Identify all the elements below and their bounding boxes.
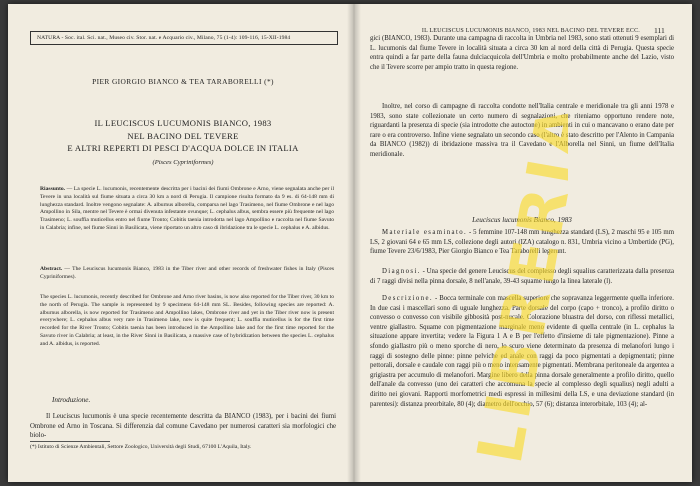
left-page [28, 4, 342, 482]
title-line-1: IL LEUCISCUS LUCUMONIS BIANCO, 1983 [94, 118, 272, 128]
riassunto-text: — La specie L. lucumonis, recentemente descritta per i bacini dei fiumi Ombrone e Arno, viene segnalata anche per il Tevere in una località sul fiume situata a circa 30 km a nord di Perugia. Il campione risulta formato da 9 es. di 64-148 mm di lunghezza standard. Inoltre vengono segnalate: A. alburnus alborella, comparsa nel lago Trasimeno, nel fiume Ombrone e nel lago Ampollino in Sila, mentre nel Tevere è ormai divenuta infestante ovunque; L. cephalus albus, sembra essere più frequente nel lago Trasimeno; L. souffia muticellus entro nel fiume Tronto; Cobitis taenia introdotta nel lago Ampollino e raccolta nel fiume Savuto in Calabria; infine, nel fiume Sinni in Basilicata, viene riportato un altro caso di ibridazione tra le specie L. cephalus e A. albidus. [40, 186, 334, 231]
riassunto-label: Riassunto. [40, 186, 66, 192]
watermark-text: LIBRERIA [462, 94, 568, 469]
descrizione-label: Descrizione. [382, 295, 433, 302]
right-paragraph-2: Inoltre, nel corso di campagne di raccolta condotte nell'Italia centrale e meridionale tra gli anni 1978 e 1983, sono state collezionate un certo numero di segnalazioni, che riteniamo opportuno rendere note, riguardanti la presenza di specie (sia introdotte che autoctone) in ambienti in cui o mancavano o erano date per rare o era controverso. Infine viene segnalato un secondo caso (l'altro è stato descritto per l'Alento in Campania da BIANCO (1982)) di ibridazione massiva tra il Cavedano e l'Alborella nel Sinni, un fiume dell'Italia meridionale. [370, 103, 674, 158]
materiale-text: - 5 femmine 107-148 mm lunghezza standard (LS), 2 maschi 95 e 105 mm LS, 2 giovani 64 e 65 mm LS, collezione degli autori (IZA) catalogo n. 831, Umbria vicino a Umbertide (PG), fiume Tevere 23/6/1983, Pier Giorgio Bianco e Tea Taraborelli legerunt. [370, 229, 674, 256]
paper-subtitle: (Pisces Cypriniformes) [152, 159, 214, 166]
abstract-paragraph [40, 266, 334, 282]
descrizione-paragraph [370, 294, 674, 409]
book-spread [8, 4, 692, 482]
book-gutter [347, 4, 361, 482]
section-heading-introduzione: Introduzione. [52, 396, 91, 404]
author-footnote: (*) Istituto di Scienze Ambientali, Settore Zoologico, Università degli Studi, 67100 L'Aquila, Italy. [30, 444, 252, 450]
journal-citation: NATURA - Soc. ital. Sci. nat., Museo civ. Stor. nat. e Acquario civ., Milano, 75 (1-4): 109-116, 15-XII-1984 [30, 31, 338, 45]
paper-authors: PIER GIORGIO BIANCO & TEA TARABORELLI (*) [92, 77, 274, 86]
running-head: IL LEUCISCUS LUCUMONIS BIANCO, 1983 NEL BACINO DEL TEVERE ECC. [421, 28, 640, 34]
abstract-title-text: — The Leuciscus lucumonis Bianco, 1983 in the Tiber river and other records of freshwater fishes in Italy (Pisces Cypriniformes). [40, 266, 334, 280]
diagnosi-text: - Una specie del genere Leuciscus del complesso degli squalius caratterizzata dalla presenza di 7 raggi divisi nella pinna dorsale, 8 nell'anale, 39-43 squame lungo la linea laterale (l). [370, 268, 674, 285]
abstract-body: The species L. lucumonis, recently described for Ombrone and Arno river basins, is now also reported for the Tiber river, 30 km to the north of Perugia. The sample is represented by 9 specimens 64-148 mm SL. Besides, following species are reported: A. alburnus alborella, is now reported for Trasimeno and Ampollino lakes, Ombrone river and yet in the Tiber river now is present everywhere; L. cephalus albus very rare in Trasimeno lake, now is quite frequent; L. souffia muticellus is for the first time recorded for the River Tronto; Cobitis taenia has been introduced in the Ampollino lake and for the first time reported for the Savuto river in Calabria; at least, in the River Sinni in Basilicata, a massive case of hybridization between the species L. cephalus and A. albidus, is reported. [40, 294, 334, 347]
diagnosi-paragraph [370, 267, 674, 286]
right-paragraph-1: gici (BIANCO, 1983). Durante una campagna di raccolta in Umbria nel 1983, sono stati ottenuti 9 esemplari di L. lucumonis dal fiume Tevere in località situata a circa 30 km al nord della città di Perugia. Questa specie entra quindi a far parte della fauna dulciacquicola dell'Umbria e molto probabilmente anche del Lazio, visto che il Tevere scorre per ampio tratto in questa regione. [370, 35, 674, 71]
footnote-divider [30, 441, 110, 442]
materiale-paragraph [370, 228, 674, 257]
descrizione-text: - Bocca terminale con mascella superiore che sopravanza leggermente quella inferiore. In due casi i mascellari sono di uguale lunghezza. Parte dorsale del corpo (capo + tronco), a profilo diritto o convesso o convesso con visibile gibbosità post-nucale. Colorazione bluastra del dorso, con riflessi metallici, ventre giallastro. Squame con pigmentazione marginale meno evidente di quella centrale (in L. cephalus la situazione appare invertita; vedere la Figura 1 A e B per l'effetto d'insieme di tale pigmentazione). Pinne a sfondo giallastro più o meno sporche di nero, lo scuro viene determinato da presenza di melanofori lungo i raggi di sostegno delle pinne: pinne pelviche ed anale con raggi da poco pigmentati a depigmentati; pinne pettorali, dorsale e caudale con raggi più o meno intensamente pigmentati. Membrana peritoneale da argentea a grigiastra per accumulo di melanofori. Margine libero della pinna dorsale generalmente a profilo diritto, quello dell'anale da convesso (uno dei caratteri che accomuna la specie al complesso degli squalius) negli adulti a diritto nei giovani. Rapporti morfometrici medi espressi in millesimi della LS, e una deviazione standard (in parentesi): distanza preorbitale, 80 (4); diametro dell'occhio, 57 (6); distanza interorbitale, 103 (4); al- [370, 295, 674, 408]
intro-paragraph: Il Leuciscus lucumonis è una specie recentemente descritta da BIANCO (1983), per i bacini dei fiumi Ombrone ed Arno in Toscana. Si differenzia dal comune Cavedano per numerosi caratteri sia morfologici che biolo- [30, 413, 336, 440]
page-number: 111 [654, 26, 665, 35]
title-line-3: E ALTRI REPERTI DI PESCI D'ACQUA DOLCE IN ITALIA [67, 143, 299, 153]
abstract-label: Abstract. [40, 266, 63, 272]
right-page [370, 4, 676, 482]
paper-title [28, 117, 338, 155]
title-line-2: NEL BACINO DEL TEVERE [127, 130, 239, 141]
diagnosi-label: Diagnosi. [382, 268, 421, 275]
species-heading: Leuciscus lucumonis Bianco, 1983 [472, 216, 572, 224]
riassunto-paragraph [40, 186, 334, 233]
materiale-label: Materiale esaminato. [382, 229, 468, 236]
